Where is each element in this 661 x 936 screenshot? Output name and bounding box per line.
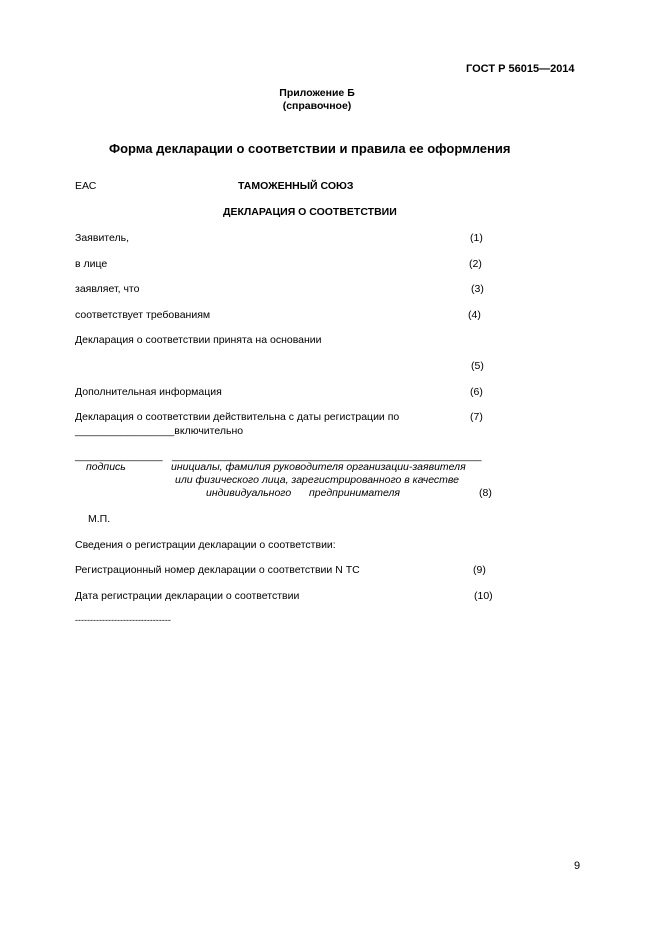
appendix-title: Приложение Б bbox=[279, 87, 355, 99]
initials-caption-line1: инициалы, фамилия руководителя организации-заявителя bbox=[171, 461, 466, 473]
initials-caption-line2: или физического лица, зарегистрированного в качестве bbox=[175, 474, 460, 486]
standard-code: ГОСТ Р 56015—2014 bbox=[466, 63, 575, 75]
initials-caption-line3b: предпринимателя bbox=[309, 487, 401, 499]
validity-label: Декларация о соответствии действительна с даты регистрации по bbox=[75, 411, 400, 423]
valid-until-line: _________________включительно bbox=[75, 425, 244, 437]
basis-label: Декларация о соответствии принята на основании bbox=[75, 334, 322, 346]
declaration-title: ДЕКЛАРАЦИЯ О СООТВЕТСТВИИ bbox=[223, 206, 397, 218]
eac-mark: ЕАС bbox=[75, 180, 97, 192]
footnote-rule: -------------------------------- bbox=[75, 615, 171, 625]
applicant-label: Заявитель, bbox=[75, 232, 130, 244]
declares-label: заявляет, что bbox=[75, 283, 140, 295]
stamp-place: М.П. bbox=[88, 513, 111, 525]
signature-line: _______________ bbox=[75, 450, 163, 462]
field-number-10: (10) bbox=[474, 590, 493, 602]
field-number-2: (2) bbox=[469, 258, 482, 270]
registration-header: Сведения о регистрации декларации о соответствии: bbox=[75, 539, 336, 551]
reg-number-label: Регистрационный номер декларации о соответствии N ТС bbox=[75, 564, 360, 576]
field-number-1: (1) bbox=[470, 232, 483, 244]
initials-caption-line3a: индивидуального bbox=[206, 487, 292, 499]
reg-date-label: Дата регистрации декларации о соответствии bbox=[75, 590, 300, 602]
appendix-subtitle: (справочное) bbox=[282, 100, 352, 112]
page-number: 9 bbox=[574, 860, 581, 872]
represented-by-label: в лице bbox=[75, 258, 108, 270]
additional-info-label: Дополнительная информация bbox=[75, 386, 222, 398]
field-number-4: (4) bbox=[468, 309, 481, 321]
field-number-7: (7) bbox=[470, 411, 483, 423]
field-number-6: (6) bbox=[470, 386, 483, 398]
field-number-3: (3) bbox=[471, 283, 484, 295]
initials-line: _____________________________________________________ bbox=[172, 450, 482, 462]
field-number-9: (9) bbox=[473, 564, 486, 576]
field-number-8: (8) bbox=[479, 487, 492, 499]
signature-caption: подпись bbox=[86, 461, 126, 473]
requirements-label: соответствует требованиям bbox=[75, 309, 211, 321]
form-title: Форма декларации о соответствии и правила ее оформления bbox=[109, 141, 511, 156]
field-number-5: (5) bbox=[471, 360, 484, 372]
customs-union-title: ТАМОЖЕННЫЙ СОЮЗ bbox=[238, 180, 354, 192]
